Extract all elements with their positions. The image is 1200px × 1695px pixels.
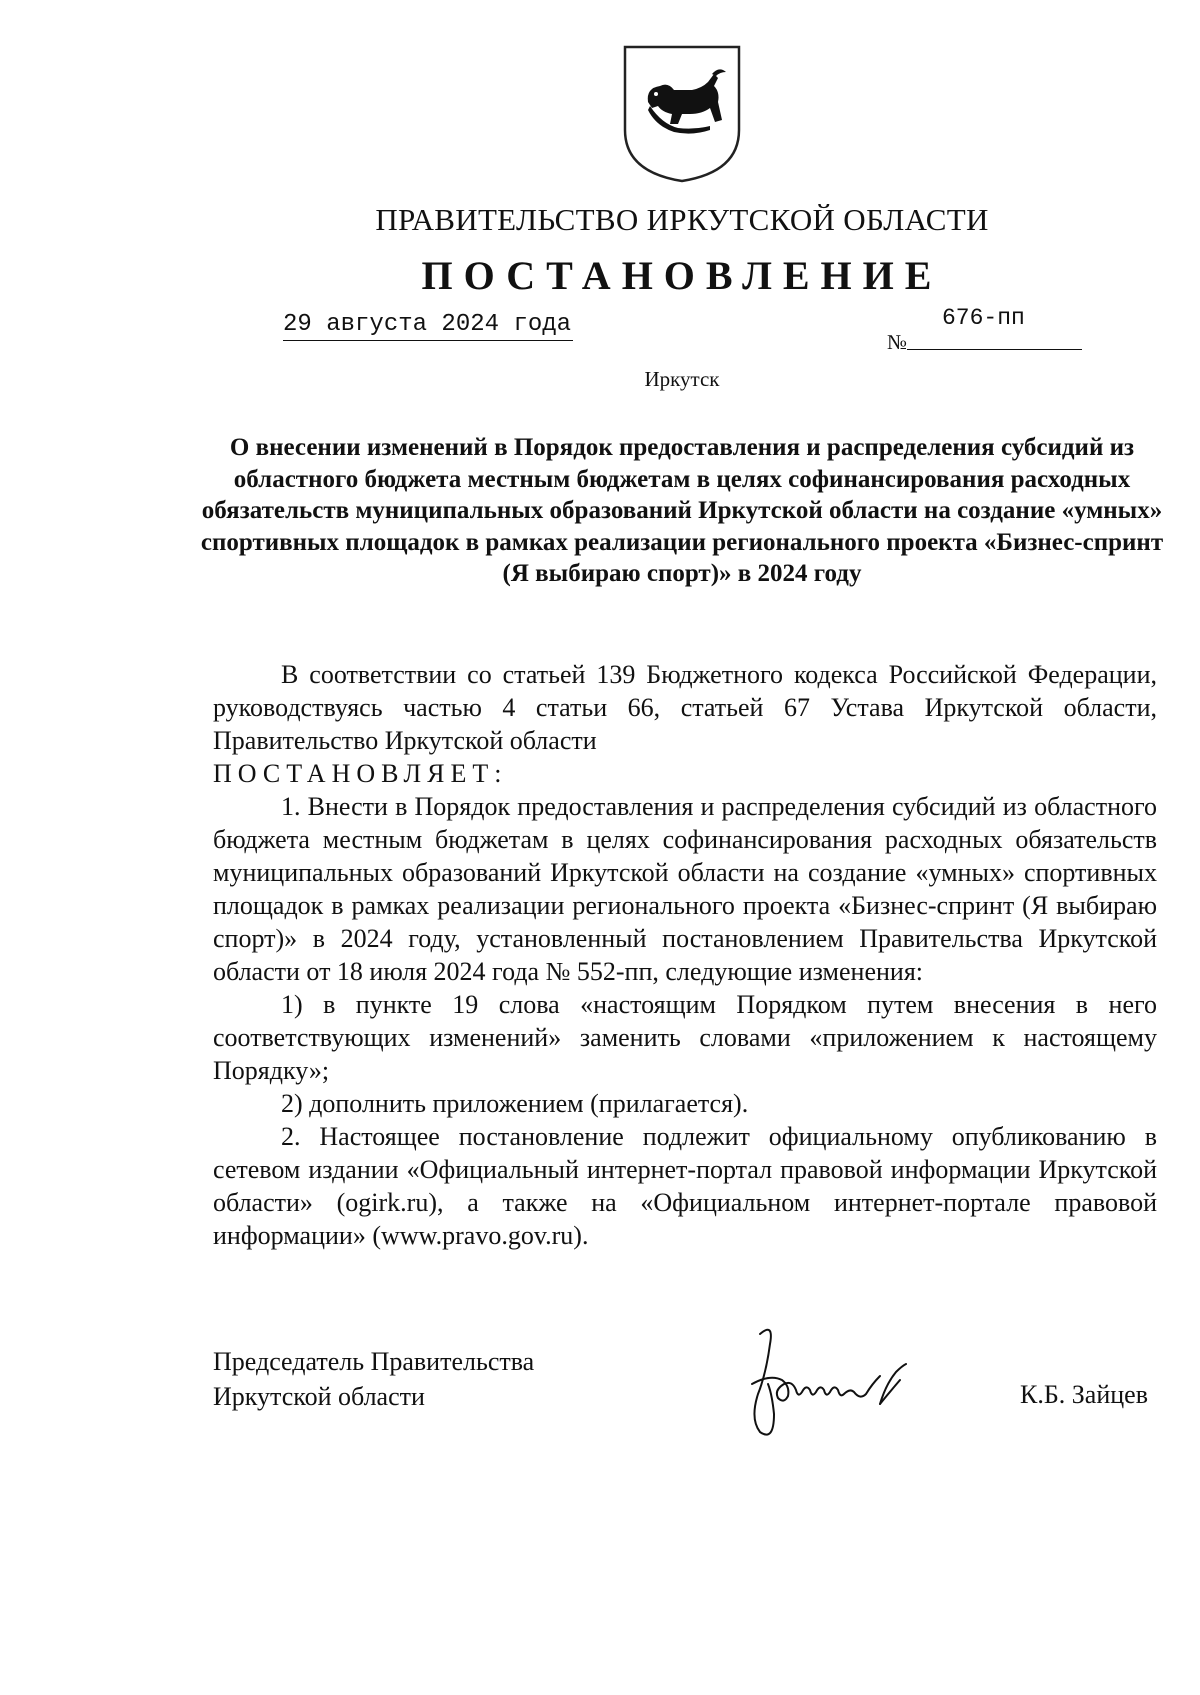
list-item: 1) в пункте 19 слова «настоящим Порядком путем внесения в него соответствующих изменений» заменить словами «приложением к настоящему Порядку»; [213,990,1157,1085]
preamble-paragraph: В соответствии со статьей 139 Бюджетного кодекса Российской Федерации, руководствуясь частью 4 статьи 66, статьей 67 Устава Иркутской области, Правительство Иркутской области [213,660,1157,755]
decree-word: ПОСТАНОВЛЯЕТ: [213,759,508,788]
coat-of-arms-icon [622,44,742,184]
number-underline [907,349,1082,350]
document-type: ПОСТАНОВЛЕНИЕ [421,253,943,298]
number-sign: № [887,330,908,354]
handwritten-signature-icon [730,1314,960,1454]
list-item: 2) дополнить приложением (прилагается). [281,1089,749,1118]
document-number: 676-пп [942,305,1025,331]
issue-city: Иркутск [644,367,720,391]
list-item: 1. Внести в Порядок предоставления и распределения субсидий из областного бюджета местным бюджетам в целях софинансирования расходных обязательств муниципальных образований Иркутской области на создание «умных» спортивных площадок в рамках реализации регионального проекта «Бизнес-спринт (Я выбираю спорт)» в 2024 году, установленный постановлением Правительства Иркутской области от 18 июля 2024 года № 552-пп, следующие изменения: [213,792,1157,986]
government-name: ПРАВИТЕЛЬСТВО ИРКУТСКОЙ ОБЛАСТИ [375,202,989,237]
document-body [213,658,1157,1252]
signer-position-line-1: Председатель Правительства [213,1347,535,1376]
list-item: 2. Настоящее постановление подлежит официальному опубликованию в сетевом издании «Официальный интернет-портал правовой информации Иркутской области» (ogirk.ru), а также на «Официальном интернет-портале правовой информации» (www.pravo.gov.ru). [213,1122,1157,1250]
signer-name: К.Б. Зайцев [1020,1380,1148,1409]
signer-position [213,1344,534,1414]
document-date: 29 августа 2024 года [283,311,573,341]
document-title: О внесении изменений в Порядок предоставления и распределения субсидий из областного бюджета местным бюджетам в целях софинансирования расходных обязательств муниципальных образований Иркутской области на создание «умных» спортивных площадок в рамках реализации регионального проекта «Бизнес-спринт (Я выбираю спорт)» в 2024 году [200,434,1164,587]
signer-position-line-2: Иркутской области [213,1382,425,1411]
